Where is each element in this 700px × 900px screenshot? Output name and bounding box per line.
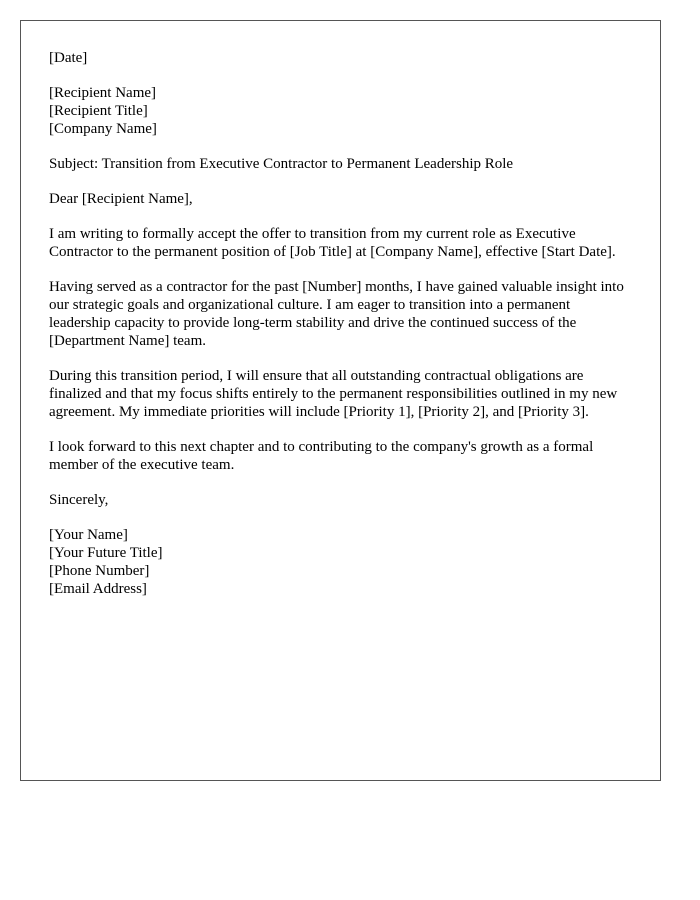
recipient-block bbox=[49, 84, 632, 138]
body-paragraph: During this transition period, I will ensure that all outstanding contractual obligations are finalized and that my focus shifts entirely to the permanent responsibilities outlined in my new agreement. My immediate priorities will include [Priority 1], [Priority 2], and [Priority 3]. bbox=[49, 368, 618, 420]
closing: Sincerely, bbox=[49, 492, 109, 508]
body-paragraph: I look forward to this next chapter and to contributing to the company's growth as a formal member of the executive team. bbox=[49, 439, 594, 473]
date: [Date] bbox=[49, 50, 88, 66]
subject-line: Subject: Transition from Executive Contractor to Permanent Leadership Role bbox=[49, 156, 514, 172]
recipient-name: [Recipient Name] bbox=[49, 85, 157, 101]
signature-email: [Email Address] bbox=[49, 581, 147, 597]
body-paragraph: I am writing to formally accept the offer to transition from my current role as Executive Contractor to the permanent position of [Job Title] at [Company Name], effective [Start Date]. bbox=[49, 226, 616, 260]
signature-title: [Your Future Title] bbox=[49, 545, 163, 561]
body-paragraph: Having served as a contractor for the past [Number] months, I have gained valuable insight into our strategic goals and organizational culture. I am eager to transition into a permanent leadership capacity to provide long-term stability and drive the continued success of the [Department Name] team. bbox=[49, 279, 624, 349]
signature-phone: [Phone Number] bbox=[49, 563, 150, 579]
letter-page bbox=[20, 20, 661, 781]
salutation: Dear [Recipient Name], bbox=[49, 191, 193, 207]
recipient-title: [Recipient Title] bbox=[49, 103, 148, 119]
signature-name: [Your Name] bbox=[49, 527, 128, 543]
signature-block bbox=[49, 526, 632, 598]
recipient-company: [Company Name] bbox=[49, 121, 157, 137]
